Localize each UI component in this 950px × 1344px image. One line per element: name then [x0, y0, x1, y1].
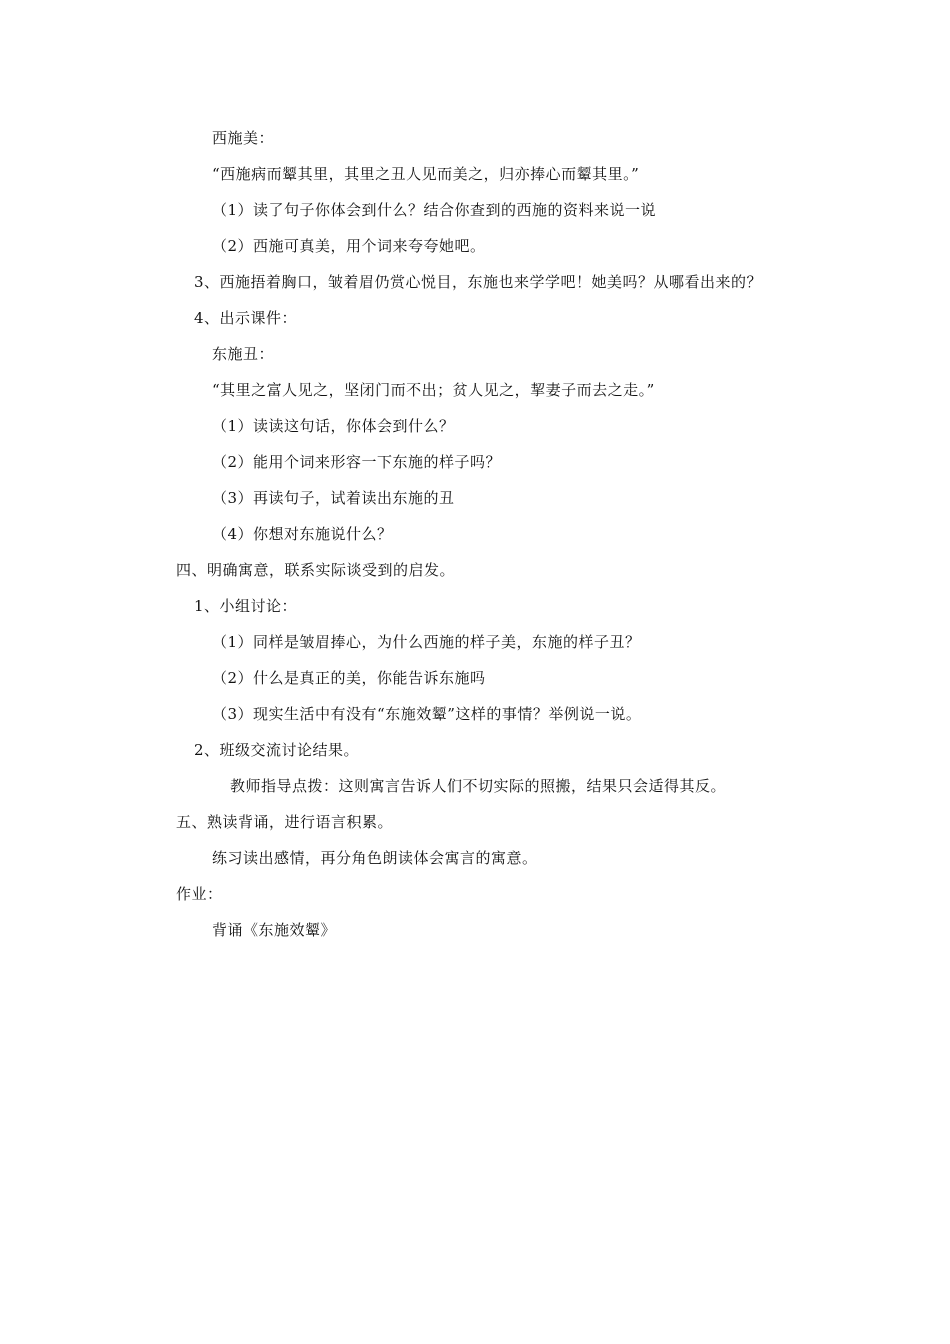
- question-xishi-2: （2）西施可真美，用个词来夸夸她吧。: [212, 237, 486, 255]
- group-discussion: 1、小组讨论：: [194, 597, 298, 615]
- question-dongshi-3: （3）再读句子，试着读出东施的丑: [212, 489, 455, 507]
- question-dongshi-1: （1）读读这句话，你体会到什么？: [212, 417, 455, 435]
- class-exchange: 2、班级交流讨论结果。: [194, 741, 360, 759]
- question-dongshi-4: （4）你想对东施说什么？: [212, 525, 393, 543]
- teacher-guidance: 教师指导点拨：这则寓言告诉人们不切实际的照搬，结果只会适得其反。: [230, 777, 727, 795]
- heading-dongshi-ugly: 东施丑：: [212, 345, 275, 363]
- section-4-heading: 四、明确寓意，联系实际谈受到的启发。: [176, 561, 456, 579]
- homework-task: 背诵《东施效颦》: [212, 921, 337, 939]
- step-3: 3、西施捂着胸口，皱着眉仍赏心悦目，东施也来学学吧！她美吗？从哪看出来的？: [194, 273, 763, 291]
- heading-xishi-beauty: 西施美：: [212, 129, 275, 147]
- discussion-question-2: （2）什么是真正的美，你能告诉东施吗: [212, 669, 486, 687]
- quote-dongshi: “其里之富人见之，坚闭门而不出；贫人见之，挈妻子而去之走。”: [212, 381, 655, 399]
- quote-xishi: “西施病而颦其里，其里之丑人见而美之，归亦捧心而颦其里。”: [212, 165, 640, 183]
- homework-heading: 作业：: [176, 885, 223, 903]
- discussion-question-3: （3）现实生活中有没有“东施效颦”这样的事情？举例说一说。: [212, 705, 642, 723]
- question-dongshi-2: （2）能用个词来形容一下东施的样子吗？: [212, 453, 502, 471]
- section-5-heading: 五、熟读背诵，进行语言积累。: [176, 813, 394, 831]
- practice-reading: 练习读出感情，再分角色朗读体会寓言的寓意。: [212, 849, 538, 867]
- discussion-question-1: （1）同样是皱眉捧心，为什么西施的样子美，东施的样子丑？: [212, 633, 641, 651]
- step-4: 4、出示课件：: [194, 309, 298, 327]
- question-xishi-1: （1）读了句子你体会到什么？结合你查到的西施的资料来说一说: [212, 201, 657, 219]
